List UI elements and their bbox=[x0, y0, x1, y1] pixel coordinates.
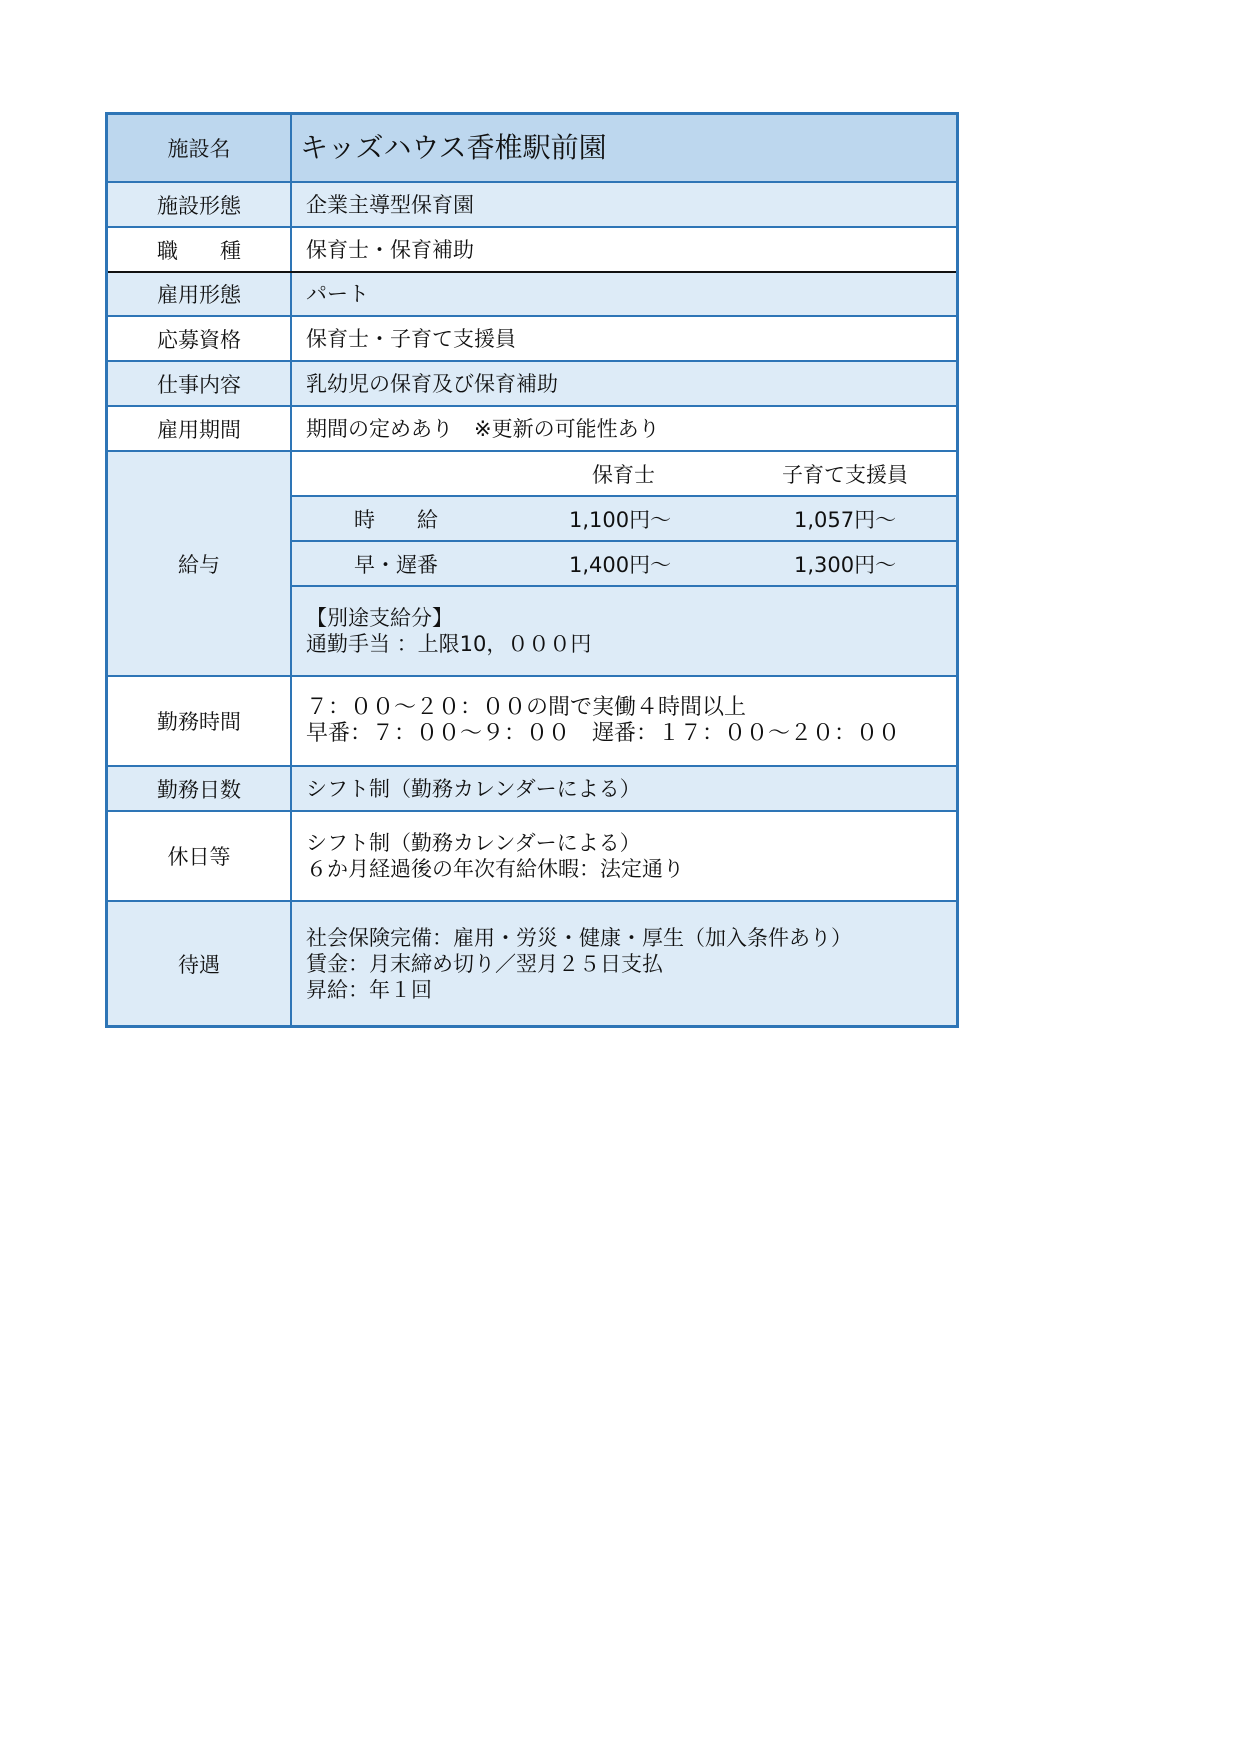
salary-value: 1,400円～ bbox=[569, 552, 672, 577]
hours-row bbox=[108, 677, 956, 767]
row-value: 企業主導型保育園 bbox=[306, 192, 474, 217]
holidays-label: 休日等 bbox=[108, 812, 292, 900]
table-row bbox=[108, 362, 956, 407]
hours-label: 勤務時間 bbox=[108, 677, 292, 765]
benefits-label: 待遇 bbox=[108, 902, 292, 1025]
hours-line: ７：００～２０：００の間で実働４時間以上 bbox=[306, 695, 747, 720]
row-label: 施設形態 bbox=[108, 183, 292, 226]
benefits-line: 社会保険完備：雇用・労災・健康・厚生（加入条件あり） bbox=[306, 925, 852, 950]
salary-data-row bbox=[292, 542, 956, 587]
salary-note bbox=[292, 587, 956, 675]
row-label: 雇用形態 bbox=[108, 273, 292, 315]
holidays-line: シフト制（勤務カレンダーによる） bbox=[306, 831, 641, 855]
row-label: 職 種 bbox=[108, 228, 292, 271]
row-label: 雇用期間 bbox=[108, 407, 292, 450]
row-value: 期間の定めあり ※更新の可能性あり bbox=[306, 416, 660, 441]
salary-row-name: 時 給 bbox=[354, 507, 438, 532]
job-info-table bbox=[105, 112, 959, 1028]
row-value: 乳幼児の保育及び保育補助 bbox=[306, 371, 558, 396]
row-label: 応募資格 bbox=[108, 317, 292, 360]
benefits-line: 昇給：年１回 bbox=[306, 977, 432, 1002]
salary-label: 給与 bbox=[108, 452, 292, 675]
benefits-line: 賃金：月末締め切り／翌月２５日支払 bbox=[306, 951, 663, 976]
row-value: パート bbox=[306, 282, 369, 306]
days-label: 勤務日数 bbox=[108, 767, 292, 810]
days-row bbox=[108, 767, 956, 812]
salary-row bbox=[108, 452, 956, 677]
facility-name: キッズハウス香椎駅前園 bbox=[300, 131, 607, 164]
row-label: 仕事内容 bbox=[108, 362, 292, 405]
facility-row bbox=[108, 115, 956, 183]
salary-note-line: 通勤手当 ：上限10，０００円 bbox=[306, 632, 592, 656]
row-value: 保育士・子育て支援員 bbox=[306, 326, 516, 351]
table-row bbox=[108, 317, 956, 362]
salary-row-name: 早・遅番 bbox=[354, 552, 438, 577]
salary-header-row bbox=[292, 452, 956, 497]
salary-value: 1,057円～ bbox=[794, 507, 897, 532]
salary-value: 1,100円～ bbox=[569, 507, 672, 532]
salary-value: 1,300円～ bbox=[794, 552, 897, 577]
benefits-row bbox=[108, 902, 956, 1025]
salary-header-shienin: 子育て支援員 bbox=[782, 462, 908, 487]
holidays-row bbox=[108, 812, 956, 902]
salary-table bbox=[292, 452, 956, 675]
hours-line: 早番：７：００～９：００ 遅番：１７：００～２０：００ bbox=[306, 721, 901, 746]
table-row bbox=[108, 228, 956, 273]
holidays-line: ６か月経過後の年次有給休暇：法定通り bbox=[306, 857, 684, 881]
salary-header-hoikushi: 保育士 bbox=[592, 462, 655, 487]
row-value: 保育士・保育補助 bbox=[306, 237, 474, 262]
table-row bbox=[108, 407, 956, 452]
salary-data-row bbox=[292, 497, 956, 542]
table-row bbox=[108, 273, 956, 317]
salary-note-title: 【別途支給分】 bbox=[306, 606, 453, 630]
facility-label: 施設名 bbox=[108, 115, 292, 181]
days-value: シフト制（勤務カレンダーによる） bbox=[306, 776, 641, 801]
table-row bbox=[108, 183, 956, 228]
